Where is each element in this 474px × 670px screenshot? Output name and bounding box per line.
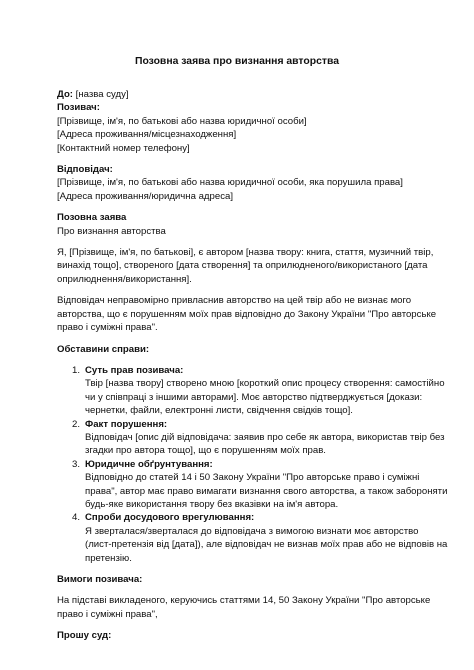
list-item-title: Суть прав позивача: bbox=[85, 364, 184, 376]
plaintiff-phone: [Контактний номер телефону] bbox=[57, 142, 190, 154]
list-item-title: Факт порушення: bbox=[85, 418, 168, 430]
defendant-name: [Прізвище, ім'я, по батькові або назва юридичної особи, яка порушила права] bbox=[57, 177, 403, 189]
list-item-number: 2. bbox=[72, 418, 81, 430]
list-item-line: згадки про автора тощо], що є порушенням моїх прав. bbox=[85, 445, 326, 457]
claim-subject: Про визнання авторства bbox=[57, 225, 166, 237]
violation-paragraph bbox=[57, 294, 437, 334]
demands-line: право і суміжні права", bbox=[57, 608, 158, 620]
document-title: Позовна заява про визнання авторства bbox=[135, 56, 339, 67]
circumstances-list bbox=[57, 364, 448, 565]
defendant-address: [Адреса проживання/юридична адреса] bbox=[57, 190, 233, 202]
list-item-line: претензію. bbox=[85, 552, 132, 564]
list-item-line: Відповідно до статей 14 і 50 Закону України "Про авторське право і суміжні bbox=[85, 472, 420, 484]
list-item-line: чернетки, файли, електронні листи, свідчення свідків тощо]. bbox=[85, 405, 353, 417]
intro-line: Я, [Прізвище, ім'я, по батькові], є автором [назва твору: книга, стаття, музичний твір, bbox=[57, 247, 434, 259]
plaintiff-label: Позивач: bbox=[57, 102, 100, 114]
list-item-number: 4. bbox=[72, 512, 81, 524]
list-item bbox=[57, 364, 445, 418]
list-item bbox=[57, 458, 448, 512]
court-value: [назва суду] bbox=[73, 89, 129, 100]
list-item-title: Спроби досудового врегулювання: bbox=[85, 512, 255, 524]
list-item-line: будь-яке використання твору без вказівки на ім'я автора. bbox=[85, 498, 339, 510]
list-item bbox=[57, 418, 445, 458]
request-heading: Прошу суд: bbox=[57, 630, 112, 642]
list-item-number: 3. bbox=[72, 458, 81, 470]
defendant-label: Відповідач: bbox=[57, 164, 113, 176]
list-item-line: права", автор має право вимагати визнання свого авторства, а також забороняти bbox=[85, 485, 448, 497]
intro-line: оприлюднення/використання]. bbox=[57, 273, 192, 285]
circumstances-heading: Обставини справи: bbox=[57, 343, 150, 355]
violation-line: право і суміжні права". bbox=[57, 322, 158, 334]
demands-paragraph bbox=[57, 594, 431, 621]
document-body bbox=[57, 88, 448, 643]
list-item-line: Відповідач [опис дій відповідача: заявив про себе як автора, використав твір без bbox=[85, 431, 445, 443]
list-item-title: Юридичне обґрунтування: bbox=[85, 458, 213, 470]
court-label: До: bbox=[57, 89, 74, 100]
list-item-line: (лист-претензія від [дата]), але відповідач не визнав моїх прав або не відповів на bbox=[85, 539, 448, 551]
list-item-line: чи у співпраці з іншими авторами]. Моє авторство підтверджується [докази: bbox=[85, 391, 423, 403]
list-item-line: Твір [назва твору] створено мною [короткий опис процесу створення: самостійно bbox=[85, 378, 445, 390]
court-line bbox=[57, 88, 423, 101]
intro-paragraph bbox=[57, 246, 434, 286]
demands-line: На підставі викладеного, керуючись статтями 14, 50 Закону України "Про авторське bbox=[57, 595, 431, 607]
list-item-line: Я зверталася/зверталася до відповідача з вимогою визнати моє авторство bbox=[85, 525, 419, 537]
violation-line: Відповідач неправомірно привласнив авторство на цей твір або не визнає мого bbox=[57, 295, 412, 307]
intro-line: винахід тощо], створеного [дата створення] та оприлюдненого/використаного [дата bbox=[57, 260, 428, 272]
plaintiff-address: [Адреса проживання/місцезнаходження] bbox=[57, 129, 237, 141]
claim-label: Позовна заява bbox=[57, 212, 127, 224]
plaintiff-name: [Прізвище, ім'я, по батькові або назва юридичної особи] bbox=[57, 115, 307, 127]
list-item bbox=[57, 511, 448, 565]
violation-line: авторства, що є порушенням моїх прав відповідно до Закону України "Про авторське bbox=[57, 308, 437, 320]
list-item-number: 1. bbox=[72, 364, 81, 376]
demands-heading: Вимоги позивача: bbox=[57, 574, 143, 585]
